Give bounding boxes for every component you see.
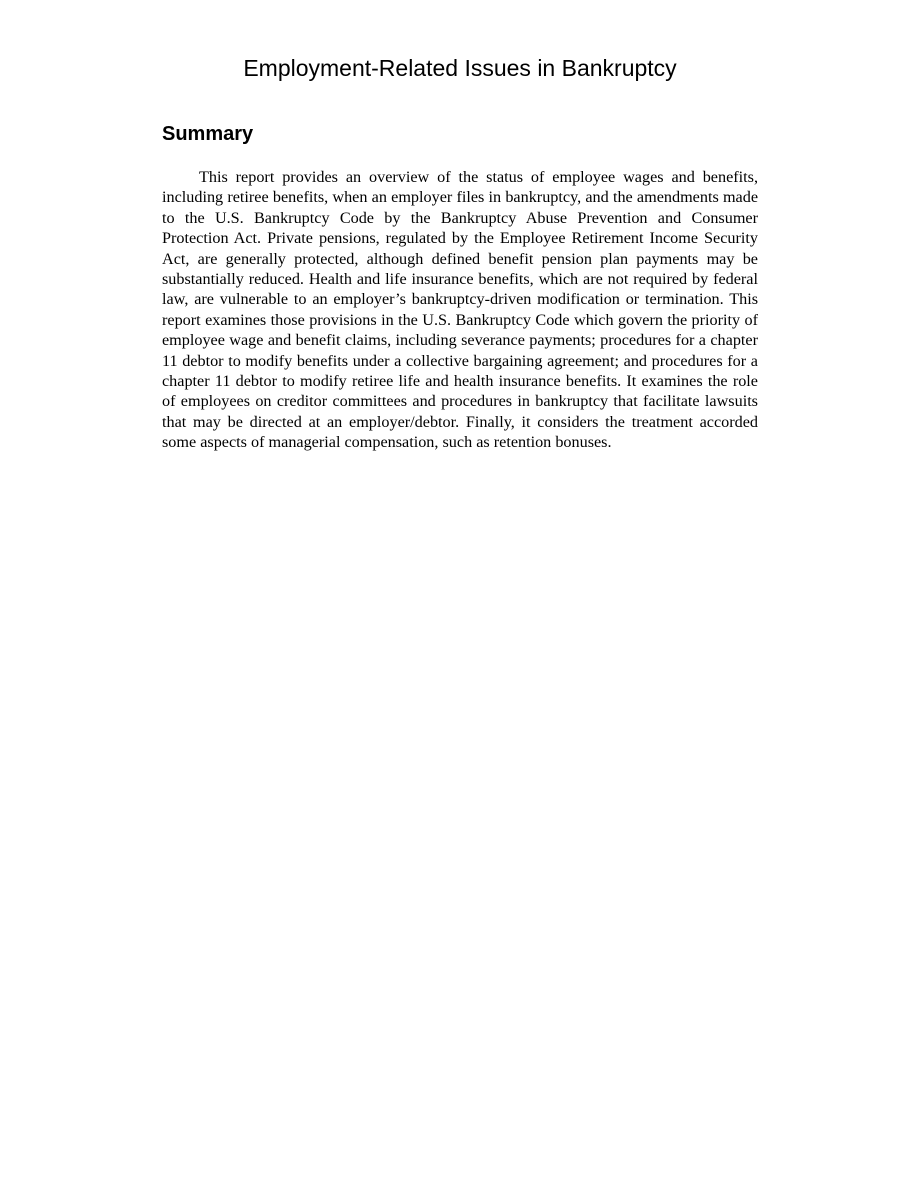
document-title: Employment-Related Issues in Bankruptcy [243,55,677,81]
summary-heading: Summary [162,123,254,145]
summary-paragraph: This report provides an overview of the status of employee wages and benefits, including retiree benefits, when an employer files in bankruptcy, and the amendments made to the U.S. Bankruptcy Code by the Bankruptcy Abuse Prevention and Consumer Protection Act. Private pensions, regulated by the Employee Retirement Income Security Act, are generally protected, although defined benefit pension plan payments may be substantially reduced. Health and life insurance benefits, which are not required by federal law, are vulnerable to an employer’s bankruptcy-driven modification or termination. This report examines those provisions in the U.S. Bankruptcy Code which govern the priority of employee wage and benefit claims, including severance payments; procedures for a chapter 11 debtor to modify benefits under a collective bargaining agreement; and procedures for a chapter 11 debtor to modify retiree life and health insurance benefits. It examines the role of employees on creditor committees and procedures in bankruptcy that facilitate lawsuits that may be directed at an employer/debtor. Finally, it considers the treatment accorded some aspects of managerial compensation, such as retention bonuses. [162,168,758,452]
